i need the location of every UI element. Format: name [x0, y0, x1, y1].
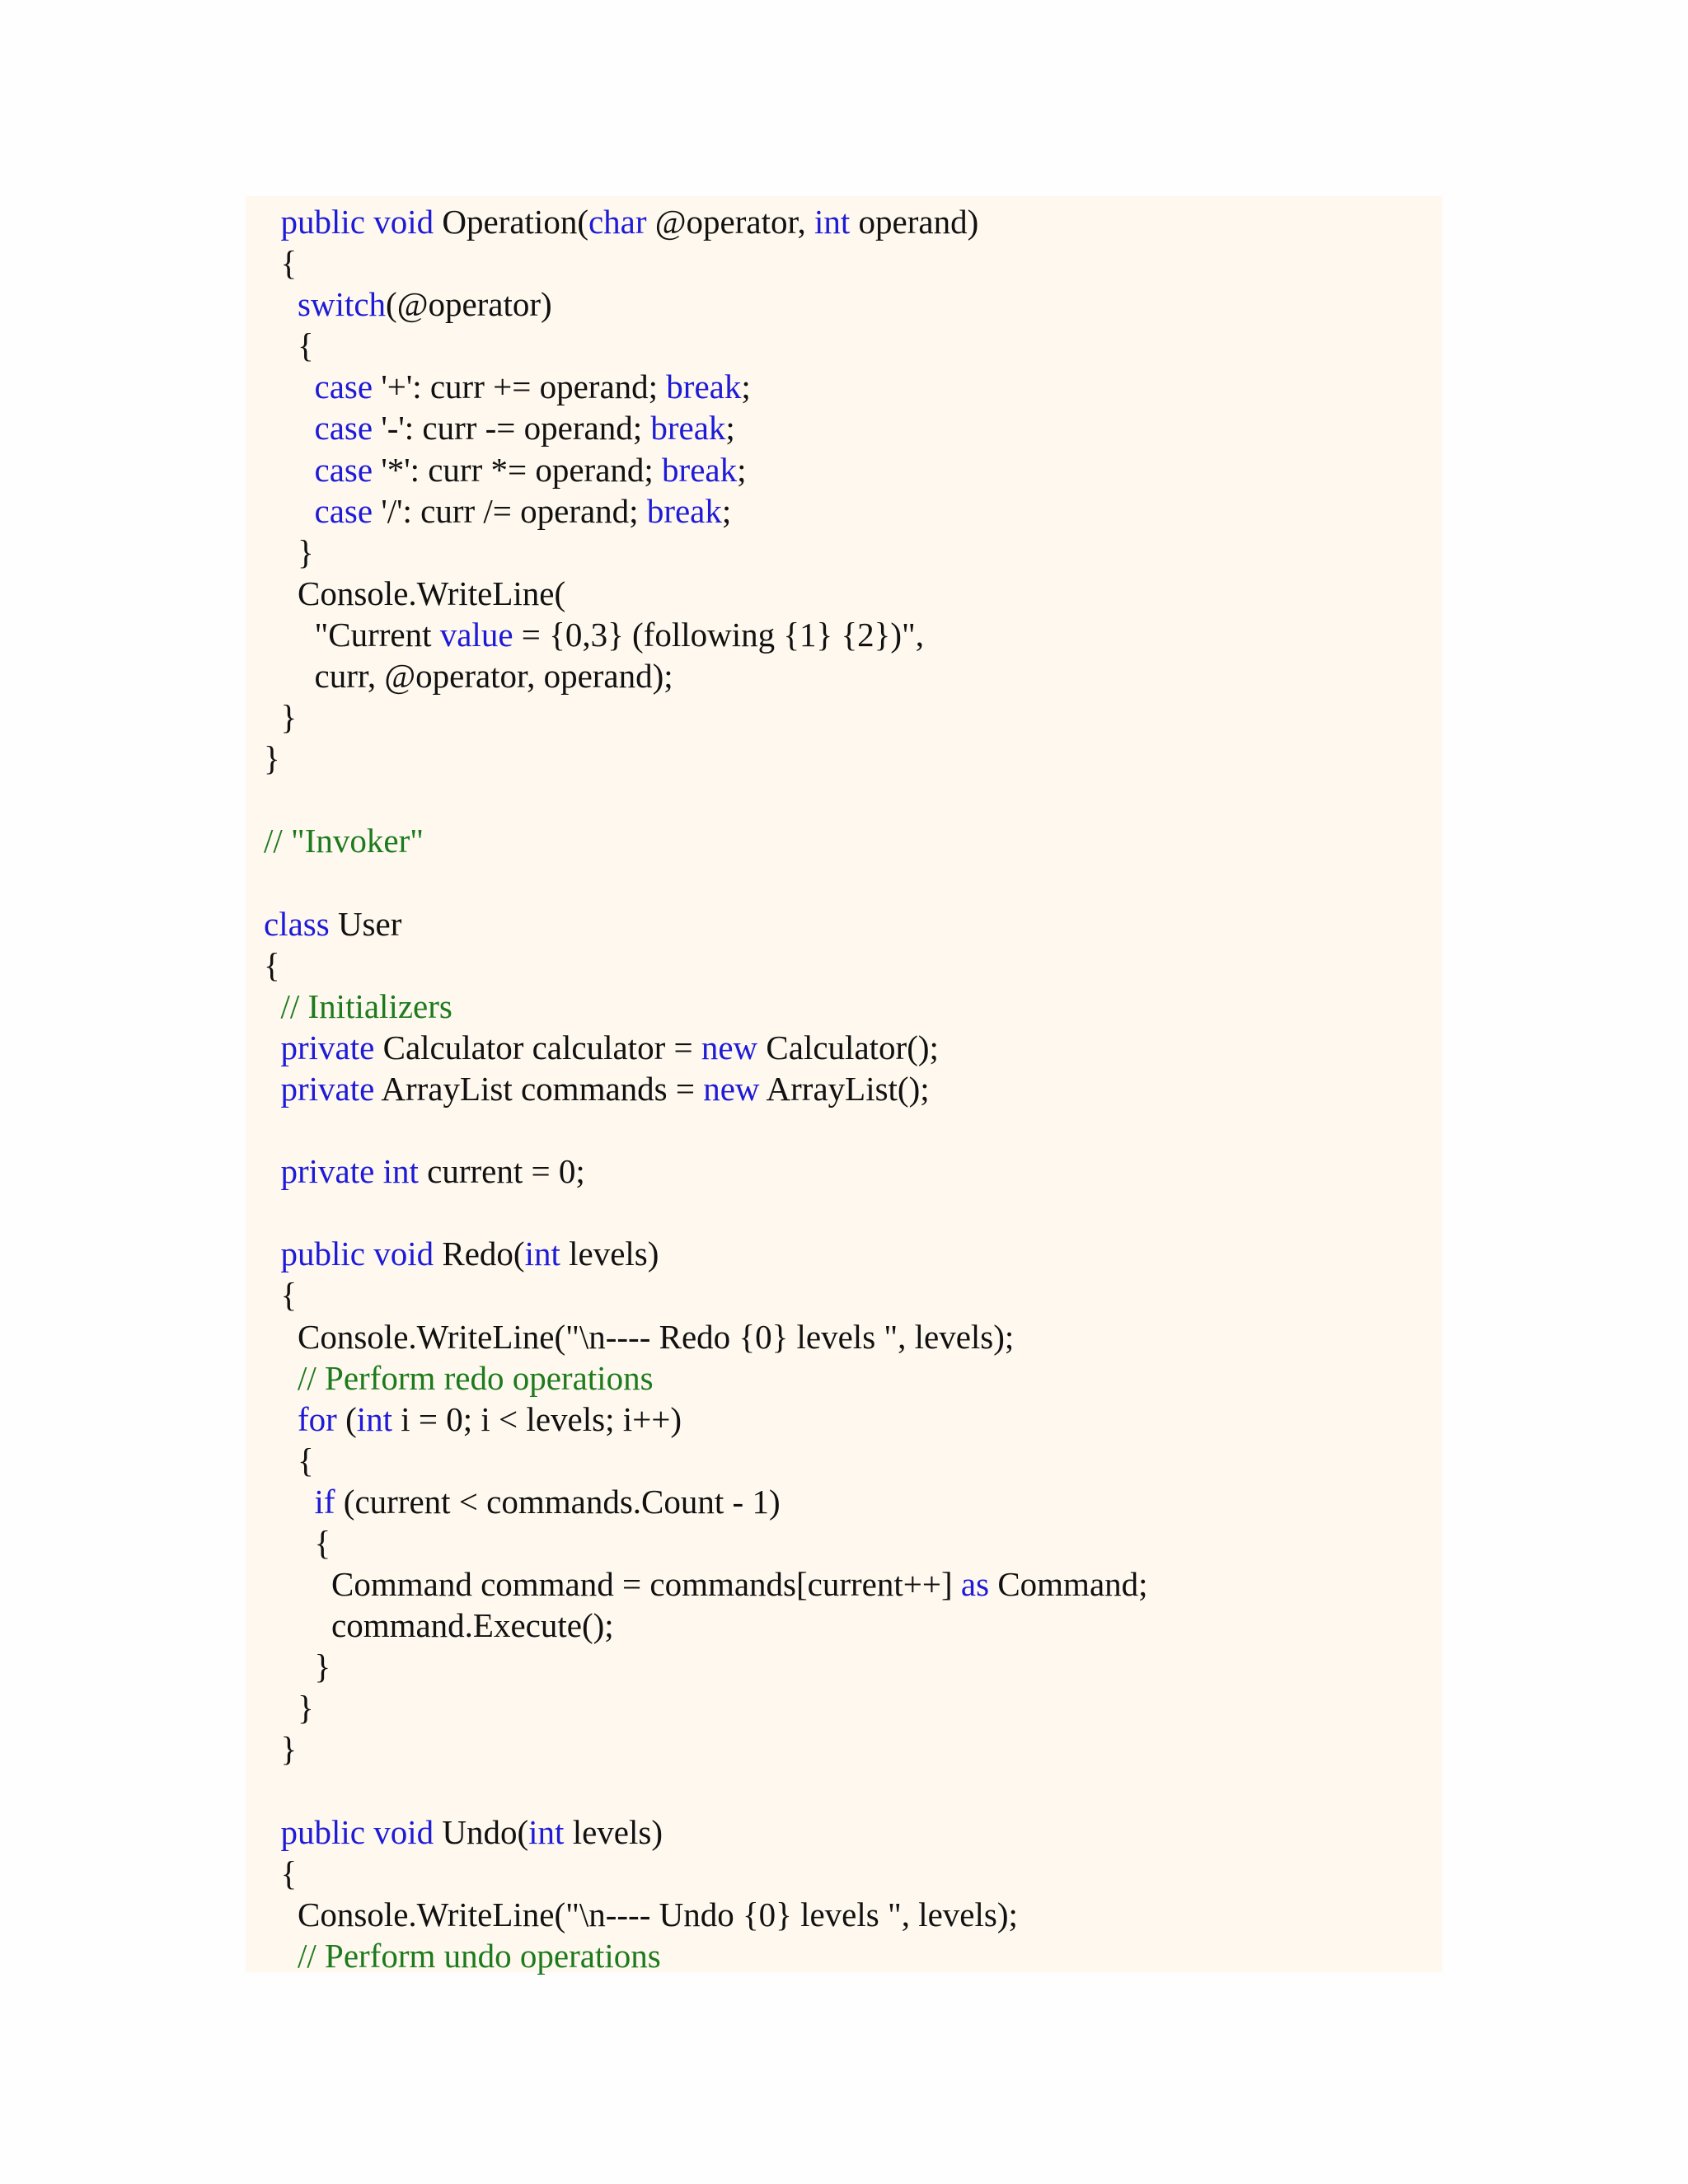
code-text: (@operator) [386, 285, 552, 324]
code-line [264, 1316, 1442, 1357]
code-keyword: break [666, 368, 742, 406]
code-keyword: break [646, 491, 722, 530]
code-text: ArrayList commands = [374, 1069, 704, 1108]
code-keyword: switch [298, 285, 387, 324]
code-text: Console.WriteLine( [264, 574, 566, 612]
code-text [264, 1359, 298, 1397]
code-text: Calculator(); [757, 1028, 939, 1066]
code-keyword: value [439, 615, 513, 654]
code-text: "Current [264, 615, 440, 654]
code-line [264, 1109, 1442, 1151]
code-keyword: int [528, 1812, 565, 1851]
code-text: { [264, 326, 314, 365]
code-text: { [264, 244, 298, 283]
code-text: ArrayList(); [759, 1069, 930, 1108]
code-text: (current < commands.Count - 1) [335, 1482, 781, 1521]
code-keyword: as [960, 1565, 990, 1604]
code-line [264, 986, 1442, 1027]
code-text: { [264, 1524, 331, 1562]
code-text: current = 0; [418, 1152, 585, 1191]
code-text: command.Execute(); [264, 1606, 614, 1645]
code-line [264, 201, 1442, 242]
code-text: '/': curr /= operand; [373, 491, 647, 530]
code-keyword: if [314, 1482, 335, 1521]
code-line [264, 820, 1442, 861]
code-keyword: int [356, 1399, 393, 1438]
code-line [264, 1522, 1442, 1563]
code-keyword: public void [280, 1812, 434, 1851]
code-line [264, 1563, 1442, 1605]
code-text: '+': curr += operand; [373, 368, 667, 406]
code-text: = {0,3} (following {1} {2})", [513, 615, 924, 654]
code-text: Operation( [434, 203, 588, 241]
code-text [264, 1813, 281, 1851]
code-keyword: break [650, 409, 726, 448]
code-text: { [264, 1441, 314, 1479]
code-comment: // "Invoker" [264, 822, 424, 860]
code-line [264, 1853, 1442, 1894]
code-line [264, 696, 1442, 738]
code-line [264, 407, 1442, 448]
code-line [264, 862, 1442, 903]
code-text: Command command = commands[current++] [264, 1565, 961, 1604]
code-keyword: for [298, 1399, 337, 1438]
code-lines [264, 201, 1442, 1976]
code-line [264, 573, 1442, 614]
code-keyword: new [703, 1069, 760, 1108]
code-keyword: class [264, 904, 330, 943]
code-keyword: public void [280, 1235, 434, 1273]
code-text: Calculator calculator = [374, 1028, 701, 1066]
code-line [264, 1027, 1442, 1068]
code-line [264, 1440, 1442, 1481]
code-line [264, 738, 1442, 779]
code-keyword: new [701, 1028, 758, 1066]
code-line [264, 1151, 1442, 1192]
code-text [264, 1070, 281, 1108]
code-text: i = 0; i < levels; i++) [392, 1399, 682, 1438]
code-line [264, 614, 1442, 655]
code-text [264, 368, 315, 405]
code-text [264, 1400, 298, 1438]
code-text: curr, @operator, operand); [264, 657, 673, 696]
code-keyword: case [314, 450, 373, 489]
code-text [264, 409, 315, 447]
code-keyword: private [280, 1028, 375, 1066]
code-line [264, 449, 1442, 490]
code-text: Command; [989, 1565, 1148, 1604]
code-text: { [264, 1854, 298, 1892]
code-text: } [264, 1689, 314, 1727]
code-text [264, 1235, 281, 1272]
code-line [264, 532, 1442, 573]
code-line [264, 1894, 1442, 1935]
code-text: levels) [560, 1235, 659, 1273]
code-keyword: char [588, 203, 647, 241]
code-text [264, 1937, 298, 1975]
code-text: } [264, 1730, 298, 1769]
code-text [264, 987, 281, 1025]
code-line [264, 655, 1442, 696]
code-text: @operator, [646, 203, 814, 241]
code-text [264, 451, 315, 489]
code-keyword: private [280, 1069, 375, 1108]
code-line [264, 1192, 1442, 1233]
code-text: Redo( [434, 1235, 525, 1273]
code-line [264, 1605, 1442, 1646]
code-keyword: public void [280, 203, 434, 241]
code-text: ; [741, 368, 751, 406]
code-line [264, 490, 1442, 532]
code-text: Console.WriteLine("\n---- Redo {0} levels ", levels); [264, 1317, 1015, 1356]
code-line [264, 366, 1442, 407]
code-text: } [264, 698, 298, 737]
code-line [264, 1687, 1442, 1728]
code-text: levels) [564, 1812, 663, 1851]
code-keyword: break [662, 450, 738, 489]
code-line [264, 1274, 1442, 1315]
code-text [264, 492, 315, 530]
code-text: ; [725, 409, 735, 448]
code-line [264, 903, 1442, 944]
code-line [264, 1646, 1442, 1687]
code-text [264, 1152, 281, 1190]
code-line [264, 1068, 1442, 1109]
code-line [264, 242, 1442, 284]
code-line [264, 325, 1442, 366]
code-text [264, 285, 298, 323]
code-text [264, 1029, 281, 1066]
code-text: { [264, 1276, 298, 1315]
code-line [264, 1935, 1442, 1976]
code-text [264, 203, 281, 241]
code-comment: // Perform undo operations [298, 1936, 661, 1975]
code-line [264, 1233, 1442, 1274]
code-line [264, 944, 1442, 986]
code-keyword: int [524, 1235, 560, 1273]
code-text: Console.WriteLine("\n---- Undo {0} levels ", levels); [264, 1895, 1018, 1933]
code-comment: // Perform redo operations [298, 1358, 654, 1397]
code-text: ; [721, 491, 732, 530]
code-line [264, 1728, 1442, 1769]
code-text: '*': curr *= operand; [373, 450, 663, 489]
code-line [264, 284, 1442, 325]
code-text: ( [336, 1399, 357, 1438]
code-keyword: case [314, 491, 373, 530]
code-text: } [264, 1647, 331, 1686]
code-line [264, 1481, 1442, 1522]
code-text: '-': curr -= operand; [373, 409, 651, 448]
code-text: User [329, 904, 402, 943]
code-line [264, 1357, 1442, 1399]
code-text: operand) [850, 203, 979, 241]
code-text: } [264, 532, 314, 571]
code-text: ; [737, 450, 747, 489]
code-keyword: private int [280, 1152, 419, 1191]
code-comment: // Initializers [280, 987, 452, 1025]
code-text: Undo( [434, 1812, 529, 1851]
code-keyword: case [314, 409, 373, 448]
code-line [264, 1770, 1442, 1811]
code-text: } [264, 739, 280, 778]
code-text [264, 1483, 315, 1521]
code-keyword: int [814, 203, 851, 241]
code-line [264, 1811, 1442, 1853]
code-keyword: case [314, 368, 373, 406]
code-text: { [264, 945, 280, 984]
code-listing-panel [246, 196, 1442, 1975]
code-line [264, 779, 1442, 820]
code-line [264, 1399, 1442, 1440]
